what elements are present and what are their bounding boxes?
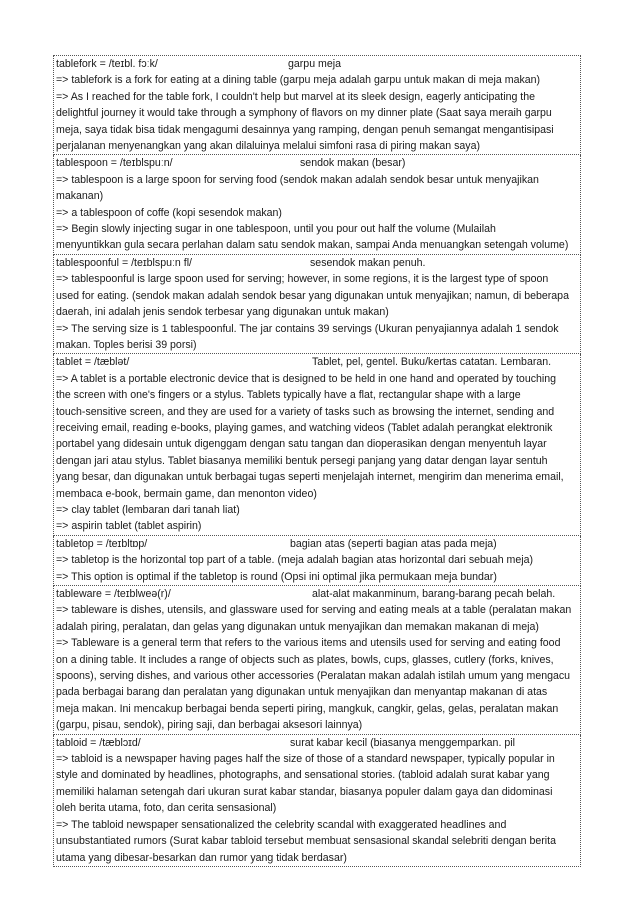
entry-line: style and dominated by headlines, photographs, and sensational stories. (tabloid adalah surat kabar yang bbox=[56, 769, 550, 782]
entry-line: yang besar, dan digunakan untuk berbagai tugas seperti menjelajah internet, mengirim dan menerima email, bbox=[56, 471, 564, 484]
entry-word: tablefork = /teɪbl. fɔːk/ bbox=[56, 58, 158, 70]
entry-line: => aspirin tablet (tablet aspirin) bbox=[56, 520, 202, 533]
entry-line: dengan jari atau stylus. Tablet biasanya memiliki bentuk persegi panjang yang datar dengan layar sentuh bbox=[56, 454, 548, 467]
entry-line: => A tablet is a portable electronic device that is designed to be held in one hand and operated by touching bbox=[56, 372, 557, 385]
entry-line: => tablespoonful is large spoon used for serving; however, in some regions, it is the largest type of spoon bbox=[56, 273, 549, 286]
entry-meaning: surat kabar kecil (biasanya menggemparkan. pil bbox=[290, 736, 515, 749]
entry-head bbox=[56, 536, 578, 552]
entry-line: meja, saya tidak bisa tidak mengagumi desainnya yang ramping, dengan penuh semangat mengantisipasi bbox=[56, 123, 554, 136]
entry-head bbox=[56, 354, 578, 370]
entry-head bbox=[56, 155, 578, 171]
entry-tablet bbox=[53, 354, 581, 535]
entry-meaning: alat-alat makanminum, barang-barang pecah belah. bbox=[312, 588, 556, 600]
entry-word: tablet = /tæblət/ bbox=[56, 356, 130, 369]
entry-line: => The serving size is 1 tablespoonful. The jar contains 39 servings (Ukuran penyajiannya adalah 1 sendok bbox=[56, 322, 559, 335]
entry-line: adalah piring, peralatan, dan gelas yang digunakan untuk menyajikan dan memakan makanan di meja) bbox=[56, 620, 539, 633]
entry-head bbox=[56, 735, 578, 751]
entry-line: perjalanan menyenangkan yang akan dilaluinya melalui simfoni rasa di piring makan saya) bbox=[56, 140, 480, 153]
entry-meaning: garpu meja bbox=[288, 58, 341, 70]
entry-line: => tabloid is a newspaper having pages half the size of those of a standard newspaper, typically popular in bbox=[56, 753, 555, 766]
entry-line: receiving email, reading e-books, playing games, and watching videos (Tablet adalah perangkat elektronik bbox=[56, 421, 553, 434]
entry-line: spoons), serving dishes, and various other accessories (Peralatan makan adalah istilah umum yang mengacu bbox=[56, 670, 571, 683]
entry-line: => The tabloid newspaper sensationalized the celebrity scandal with exaggerated headlines and bbox=[56, 818, 507, 831]
entry-line: oleh berita utama, foto, dan cerita sensasional) bbox=[56, 802, 277, 815]
entry-line: daerah, ini adalah jenis sendok terbesar yang digunakan untuk makan) bbox=[56, 306, 389, 319]
entry-line: (garpu, pisau, sendok), piring saji, dan berbagai aksesori lainnya) bbox=[56, 719, 363, 732]
entry-head bbox=[56, 586, 578, 602]
entry-line: => tablespoon is a large spoon for serving food (sendok makan adalah sendok besar untuk menyajikan bbox=[56, 173, 539, 186]
entry-meaning: Tablet, pel, gentel. Buku/kertas catatan. Lembaran. bbox=[312, 356, 552, 369]
entry-tablefork bbox=[53, 55, 581, 155]
entry-meaning: sendok makan (besar) bbox=[300, 157, 406, 170]
entry-line: menyuntikkan gula secara perlahan dalam satu sendok makan, sampai Anda menuangkan setengah volume) bbox=[56, 239, 569, 252]
entry-word: tablespoon = /teɪblspuːn/ bbox=[56, 157, 173, 170]
entry-line: portabel yang didesain untuk digenggam dengan satu tangan dan dioperasikan dengan menyentuh layar bbox=[56, 438, 547, 451]
entry-line: membaca e-book, bermain game, dan menonton video) bbox=[56, 487, 317, 500]
entry-line: on a dining table. It includes a range of objects such as plates, bowls, cups, glasses, cutlery (forks, knives, bbox=[56, 653, 554, 666]
entry-line: => clay tablet (lembaran dari tanah liat) bbox=[56, 503, 240, 516]
entry-line: => Begin slowly injecting sugar in one tablespoon, until you pour out half the volume (Mulailah bbox=[56, 223, 496, 236]
entry-line: utama yang dibesar-besarkan dan rumor yang tidak berdasar) bbox=[56, 851, 347, 864]
entry-tablespoon bbox=[53, 155, 581, 254]
entry-line: pada berbagai barang dan peralatan yang digunakan untuk menyajikan dan menyantap makanan di atas bbox=[56, 686, 548, 699]
entry-head bbox=[56, 255, 578, 271]
entry-line: => As I reached for the table fork, I couldn't help but marvel at its sleek design, eagerly anticipating the bbox=[56, 90, 536, 103]
entry-line: makan. Toples berisi 39 porsi) bbox=[56, 338, 197, 351]
entry-line: => tableware is dishes, utensils, and glassware used for serving and eating meals at a table (peralatan makan bbox=[56, 604, 572, 617]
entry-line: unsubstantiated rumors (Surat kabar tabloid tersebut membuat sensasional skandal selebriti dengan berita bbox=[56, 835, 556, 848]
entry-line: => tablefork is a fork for eating at a dining table (garpu meja adalah garpu untuk makan di meja makan) bbox=[56, 74, 541, 87]
entry-meaning: sesendok makan penuh. bbox=[310, 256, 426, 269]
entry-line: delightful journey it would take through a symphony of flavors on my dinner plate (Saat saya meraih garpu bbox=[56, 107, 552, 120]
entry-word: tableware = /teɪblweə(r)/ bbox=[56, 588, 171, 600]
entry-line: touch-sensitive screen, and they are used for a variety of tasks such as browsing the internet, sending and bbox=[56, 405, 555, 418]
entry-tablespoonful bbox=[53, 255, 581, 354]
entry-line: meja makan. Ini mencakup berbagai benda seperti piring, mangkuk, cangkir, gelas, gelas, peralatan makan bbox=[56, 702, 559, 715]
entry-line: the screen with one's fingers or a stylus. Tablets typically have a flat, rectangular shape with a large bbox=[56, 389, 521, 402]
entry-head bbox=[56, 56, 578, 72]
entry-line: => Tableware is a general term that refers to the various items and utensils used for serving and eating food bbox=[56, 637, 561, 650]
dictionary-page bbox=[53, 55, 581, 867]
entry-line: => This option is optimal if the tabletop is round (Opsi ini optimal jika permukaan meja bundar) bbox=[56, 570, 497, 583]
entry-line: => tabletop is the horizontal top part of a table. (meja adalah bagian atas horizontal dari sebuah meja) bbox=[56, 554, 534, 567]
entry-line: => a tablespoon of coffe (kopi sesendok makan) bbox=[56, 206, 282, 219]
entry-meaning: bagian atas (seperti bagian atas pada meja) bbox=[290, 537, 497, 550]
entry-word: tablespoonful = /teɪblspuːn fl/ bbox=[56, 256, 192, 269]
entry-tabloid bbox=[53, 735, 581, 867]
entry-tableware bbox=[53, 586, 581, 735]
entry-tabletop bbox=[53, 536, 581, 586]
entry-line: makanan) bbox=[56, 190, 104, 203]
entry-word: tabletop = /teɪbltɒp/ bbox=[56, 537, 148, 550]
entry-word: tabloid = /tæblɔɪd/ bbox=[56, 736, 141, 749]
entry-line: used for eating. (sendok makan adalah sendok besar yang digunakan untuk menyajikan; namun, di beberapa bbox=[56, 289, 569, 302]
entry-line: memiliki halaman setengah dari ukuran surat kabar standar, biasanya populer dalam gaya dan didominasi bbox=[56, 785, 553, 798]
